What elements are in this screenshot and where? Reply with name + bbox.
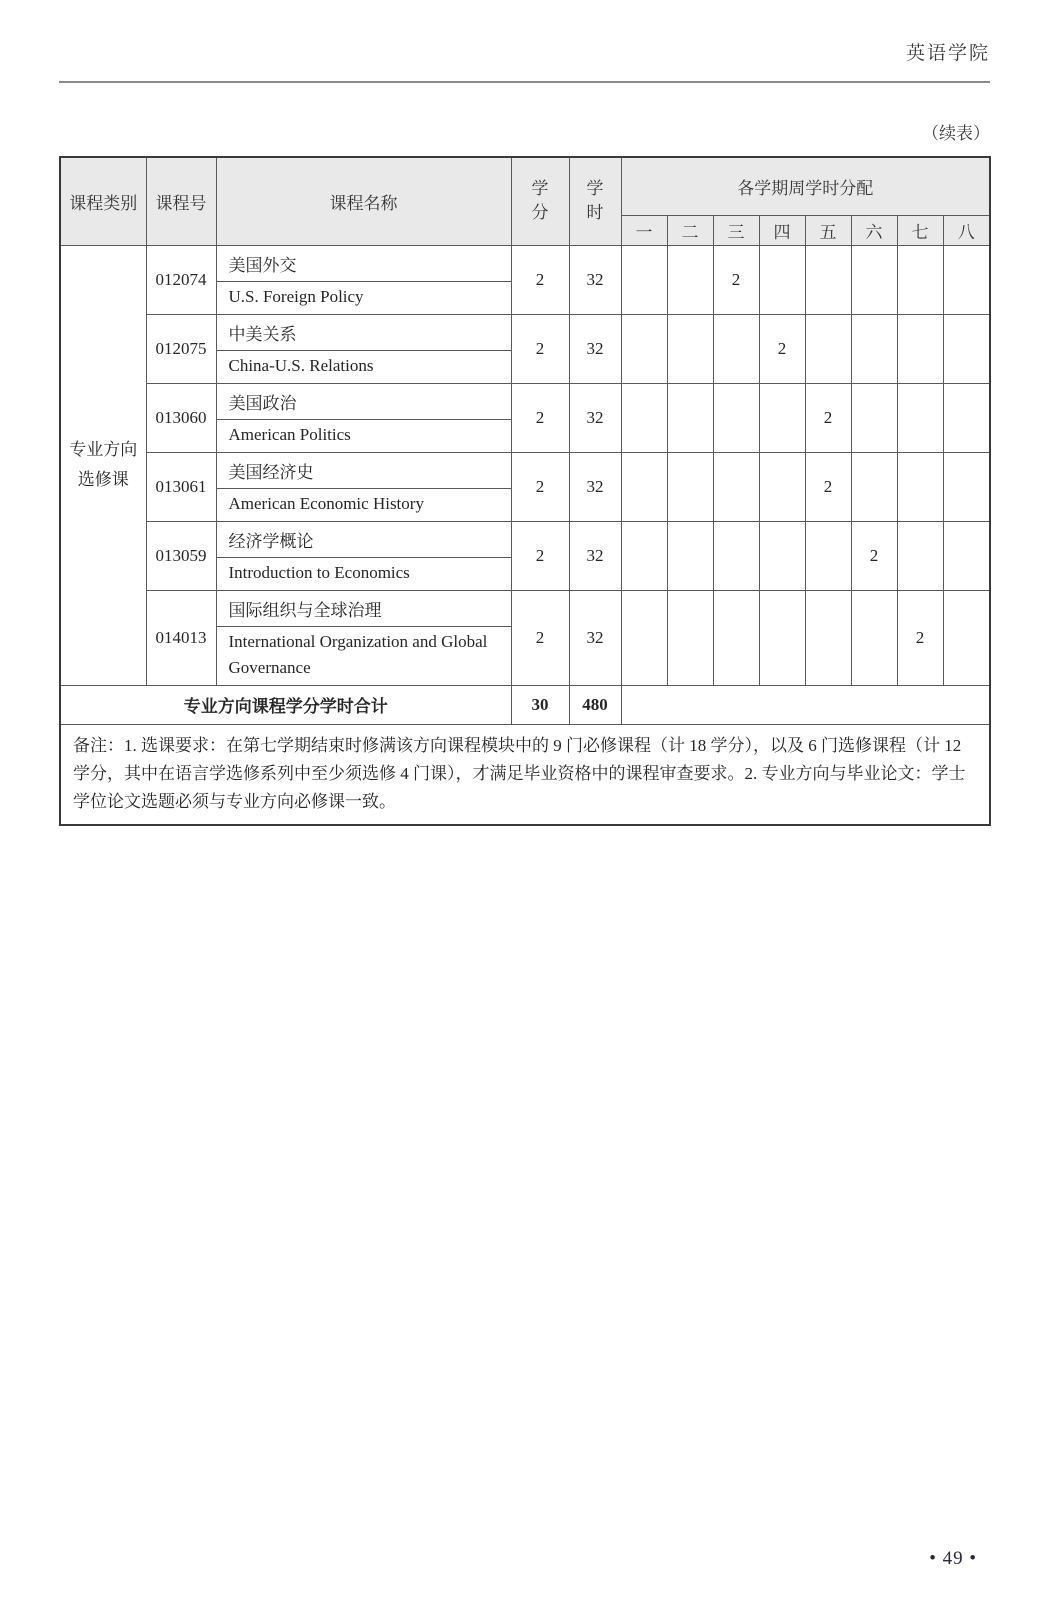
sem-cell — [759, 521, 805, 590]
sem-cell — [621, 245, 667, 314]
hours-cell: 32 — [569, 452, 621, 521]
header-credits-line2: 分 — [531, 203, 549, 223]
sem-cell — [713, 521, 759, 590]
header-semester-group: 各学期周学时分配 — [621, 157, 990, 215]
sem-cell — [667, 245, 713, 314]
sem-cell — [667, 521, 713, 590]
total-row — [60, 685, 990, 724]
course-name-en: American Economic History — [216, 488, 511, 521]
header-semester-8: 八 — [943, 215, 990, 245]
credits-cell: 2 — [511, 452, 569, 521]
course-no-cell: 012075 — [146, 314, 216, 383]
page-header-title: 英语学院 — [905, 43, 990, 64]
sem-cell — [897, 314, 943, 383]
course-name-zh: 国际组织与全球治理 — [216, 590, 511, 626]
course-name-zh: 美国政治 — [216, 383, 511, 419]
header-semester-6: 六 — [851, 215, 897, 245]
sem-cell — [851, 590, 897, 685]
header-category: 课程类别 — [60, 157, 146, 245]
sem-cell — [897, 383, 943, 452]
credits-cell: 2 — [511, 521, 569, 590]
course-no-cell: 012074 — [146, 245, 216, 314]
credits-cell: 2 — [511, 245, 569, 314]
sem-cell — [943, 314, 990, 383]
sem-cell: 2 — [805, 383, 851, 452]
header-course-no: 课程号 — [146, 157, 216, 245]
hours-cell: 32 — [569, 314, 621, 383]
sem-cell — [805, 314, 851, 383]
header-semester-7: 七 — [897, 215, 943, 245]
sem-cell: 2 — [759, 314, 805, 383]
course-name-zh: 美国经济史 — [216, 452, 511, 488]
page-number: • 49 • — [929, 1548, 977, 1569]
sem-cell — [759, 383, 805, 452]
header-semester-5: 五 — [805, 215, 851, 245]
table-row — [60, 245, 990, 281]
sem-cell — [621, 590, 667, 685]
sem-cell — [759, 245, 805, 314]
sem-cell — [667, 452, 713, 521]
table-row — [60, 521, 990, 557]
sem-cell — [943, 452, 990, 521]
sem-cell: 2 — [897, 590, 943, 685]
sem-cell: 2 — [713, 245, 759, 314]
header-semester-2: 二 — [667, 215, 713, 245]
course-no-cell: 013060 — [146, 383, 216, 452]
sem-cell: 2 — [851, 521, 897, 590]
sem-cell — [805, 521, 851, 590]
header-rule — [59, 81, 990, 83]
course-no-cell: 013061 — [146, 452, 216, 521]
header-semester-3: 三 — [713, 215, 759, 245]
table-row — [60, 383, 990, 419]
total-credits: 30 — [511, 685, 569, 724]
sem-cell — [713, 452, 759, 521]
sem-cell — [897, 452, 943, 521]
sem-cell — [943, 383, 990, 452]
notes-row — [60, 724, 990, 825]
total-hours: 480 — [569, 685, 621, 724]
hours-cell: 32 — [569, 521, 621, 590]
sem-cell — [943, 590, 990, 685]
hours-cell: 32 — [569, 245, 621, 314]
header-semester-4: 四 — [759, 215, 805, 245]
sem-cell — [621, 314, 667, 383]
sem-cell — [621, 383, 667, 452]
header-semester-1: 一 — [621, 215, 667, 245]
total-semesters-empty — [621, 685, 990, 724]
course-name-zh: 美国外交 — [216, 245, 511, 281]
total-label: 专业方向课程学分学时合计 — [60, 685, 511, 724]
sem-cell — [943, 245, 990, 314]
hours-cell: 32 — [569, 383, 621, 452]
header-credits — [511, 157, 569, 245]
sem-cell — [851, 314, 897, 383]
table-row — [60, 452, 990, 488]
course-name-en: U.S. Foreign Policy — [216, 281, 511, 314]
hours-cell: 32 — [569, 590, 621, 685]
course-name-en: Introduction to Economics — [216, 557, 511, 590]
sem-cell — [621, 521, 667, 590]
sem-cell — [851, 383, 897, 452]
sem-cell — [713, 383, 759, 452]
sem-cell — [943, 521, 990, 590]
sem-cell — [897, 521, 943, 590]
sem-cell — [713, 590, 759, 685]
page-content — [59, 0, 990, 826]
sem-cell — [759, 452, 805, 521]
course-name-zh: 经济学概论 — [216, 521, 511, 557]
course-table — [59, 156, 991, 826]
header-credits-line1: 学 — [531, 179, 549, 199]
header-course-name: 课程名称 — [216, 157, 511, 245]
credits-cell: 2 — [511, 383, 569, 452]
continued-table-label: （续表） — [922, 124, 990, 143]
sem-cell — [897, 245, 943, 314]
sem-cell — [759, 590, 805, 685]
sem-cell — [621, 452, 667, 521]
notes-text: 备注：1. 选课要求：在第七学期结束时修满该方向课程模块中的 9 门必修课程（计 18 学分），以及 6 门选修课程（计 12 学分，其中在语言学选修系列中至少须选修 4 门课），才满足毕业资格中的课程审查要求。2. 专业方向与毕业论文：学士学位论文选题必须与专业方向必修课一致。 — [60, 724, 990, 825]
course-no-cell: 014013 — [146, 590, 216, 685]
course-name-en: International Organization and Global Governance — [216, 626, 511, 685]
sem-cell — [805, 590, 851, 685]
sem-cell — [805, 245, 851, 314]
course-name-en: China-U.S. Relations — [216, 350, 511, 383]
course-name-zh: 中美关系 — [216, 314, 511, 350]
table-row — [60, 314, 990, 350]
table-row — [60, 590, 990, 626]
sem-cell — [713, 314, 759, 383]
category-cell: 专业方向 选修课 — [60, 245, 146, 685]
course-no-cell: 013059 — [146, 521, 216, 590]
sem-cell — [851, 452, 897, 521]
course-name-en: American Politics — [216, 419, 511, 452]
header-hours-line1: 学 — [586, 179, 604, 199]
sem-cell: 2 — [805, 452, 851, 521]
sem-cell — [667, 590, 713, 685]
header-hours-line2: 时 — [586, 203, 604, 223]
credits-cell: 2 — [511, 314, 569, 383]
sem-cell — [667, 383, 713, 452]
sem-cell — [667, 314, 713, 383]
header-hours — [569, 157, 621, 245]
credits-cell: 2 — [511, 590, 569, 685]
sem-cell — [851, 245, 897, 314]
